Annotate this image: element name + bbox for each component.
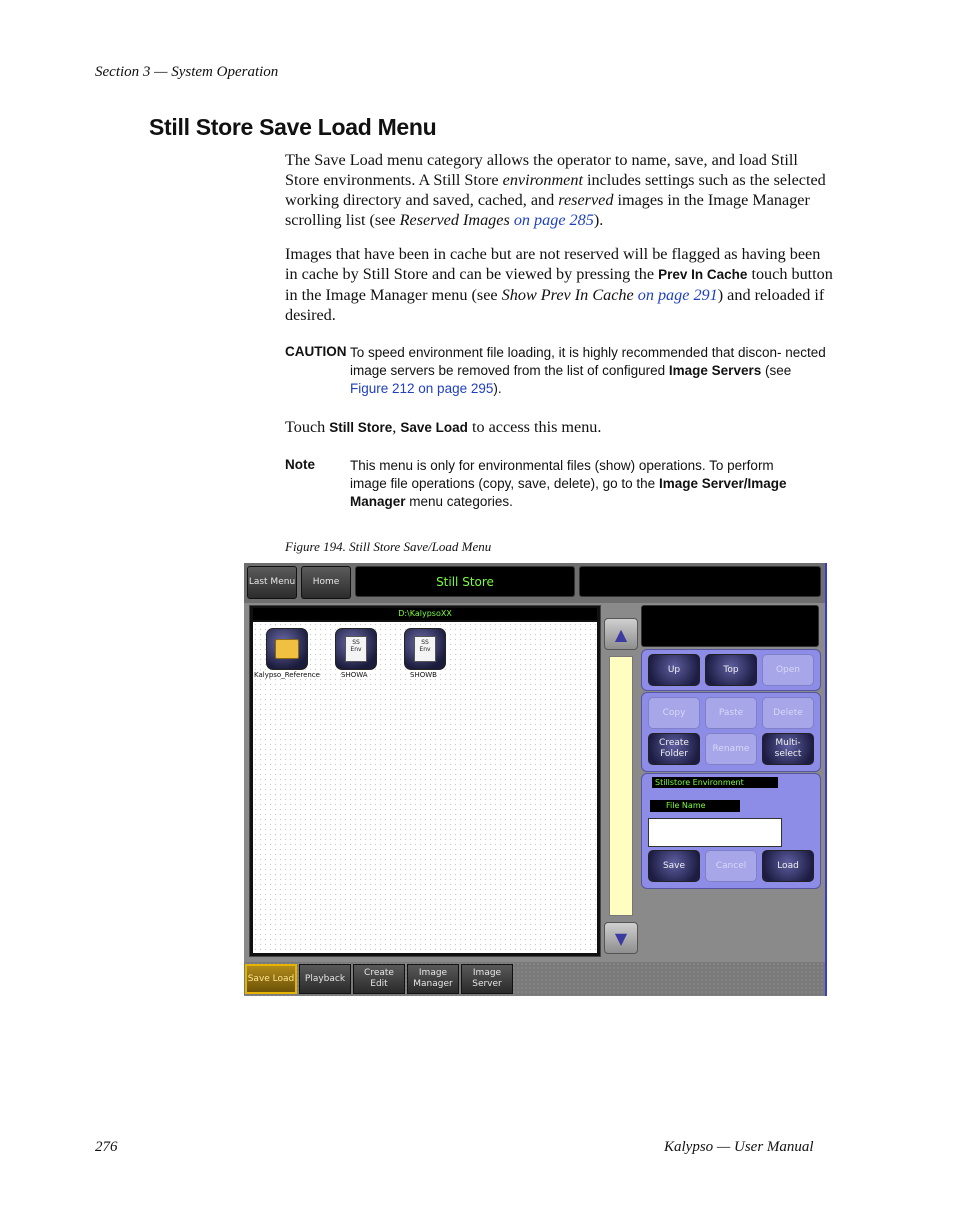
scroll-up-button[interactable] (604, 618, 638, 650)
figure-212-link[interactable]: Figure 212 on page 295 (350, 381, 494, 396)
rename-button[interactable]: Rename (705, 733, 757, 765)
save-button[interactable]: Save (648, 850, 700, 882)
caution-label: CAUTION (285, 344, 347, 359)
last-menu-button[interactable]: Last Menu (247, 566, 297, 599)
image-server-tab[interactable]: Image Server (461, 964, 513, 994)
cache-paragraph: Images that have been in cache but are not reserved will be flagged as having been in cache by Still Store and can be viewed by pressing the Prev In Cache touch button in the Image Manager menu (see Show Prev In Cache on page 291) and reloaded if desired. (285, 245, 833, 324)
file-ops-group (641, 692, 821, 772)
touch-instruction: Touch Still Store, Save Load to access this menu. (285, 418, 602, 436)
ss-env-file-icon[interactable]: SS Env (404, 628, 446, 670)
image-manager-tab[interactable]: Image Manager (407, 964, 459, 994)
file-scrollbar[interactable] (604, 618, 636, 958)
bottom-category-bar (244, 962, 827, 996)
file-label: Kalypso_Reference (254, 671, 320, 679)
create-folder-button[interactable]: Create Folder (648, 733, 700, 765)
load-button[interactable]: Load (762, 850, 814, 882)
file-label: SHOWB (410, 671, 437, 679)
arrow-down-icon: ▼ (614, 928, 628, 948)
manual-title: Kalypso — User Manual (664, 1139, 814, 1155)
note-text: This menu is only for environmental files (show) operations. To perform image file operations (copy, save, delete), go to the Image Server/Image Manager menu categories. (350, 458, 787, 509)
note-label: Note (285, 457, 315, 472)
figure-caption: Figure 194. Still Store Save/Load Menu (285, 539, 492, 554)
caution-text: To speed environment file loading, it is highly recommended that discon- nected image servers be removed from the list of configured Image Servers (see Figure 212 on page 295). (350, 345, 826, 396)
home-button[interactable]: Home (301, 566, 351, 599)
playback-tab[interactable]: Playback (299, 964, 351, 994)
top-button[interactable]: Top (705, 654, 757, 686)
file-browser (249, 605, 601, 957)
copy-button[interactable]: Copy (648, 697, 700, 729)
open-button[interactable]: Open (762, 654, 814, 686)
menu-title-panel: Still Store (355, 566, 575, 597)
file-name-input[interactable] (648, 818, 782, 847)
folder-icon[interactable] (266, 628, 308, 670)
up-button[interactable]: Up (648, 654, 700, 686)
scroll-track[interactable] (609, 656, 633, 916)
paste-button[interactable]: Paste (705, 697, 757, 729)
info-display (641, 605, 819, 647)
page-title: Still Store Save Load Menu (149, 114, 437, 140)
navigation-group (641, 649, 821, 691)
top-menu-bar (244, 563, 827, 603)
save-load-tab[interactable]: Save Load (245, 964, 297, 994)
arrow-up-icon: ▲ (614, 624, 628, 644)
page-number: 276 (95, 1139, 118, 1155)
ss-env-file-icon[interactable]: SS Env (335, 628, 377, 670)
cancel-button[interactable]: Cancel (705, 850, 757, 882)
edge-line (825, 563, 827, 996)
still-store-screenshot (244, 563, 827, 996)
show-prev-cache-link[interactable]: on page 291 (633, 286, 718, 304)
current-path: D:\KalypsoXX (253, 608, 597, 620)
scroll-down-button[interactable] (604, 922, 638, 954)
reserved-images-link[interactable]: on page 285 (509, 211, 594, 229)
file-label: SHOWA (341, 671, 368, 679)
create-edit-tab[interactable]: Create Edit (353, 964, 405, 994)
intro-paragraph: The Save Load menu category allows the operator to name, save, and load Still Store environments. A Still Store environment includes settings such as the selected working directory and saved, cached, and reserved images in the Image Manager scrolling list (see Reserved Images on page 285). (285, 151, 826, 229)
environment-header: Stillstore Environment (652, 777, 778, 788)
file-name-label: File Name (650, 800, 740, 812)
multi-select-button[interactable]: Multi- select (762, 733, 814, 765)
section-header: Section 3 — System Operation (95, 64, 279, 80)
file-grid (253, 622, 597, 953)
environment-group (641, 773, 821, 889)
delete-button[interactable]: Delete (762, 697, 814, 729)
status-panel (579, 566, 821, 597)
